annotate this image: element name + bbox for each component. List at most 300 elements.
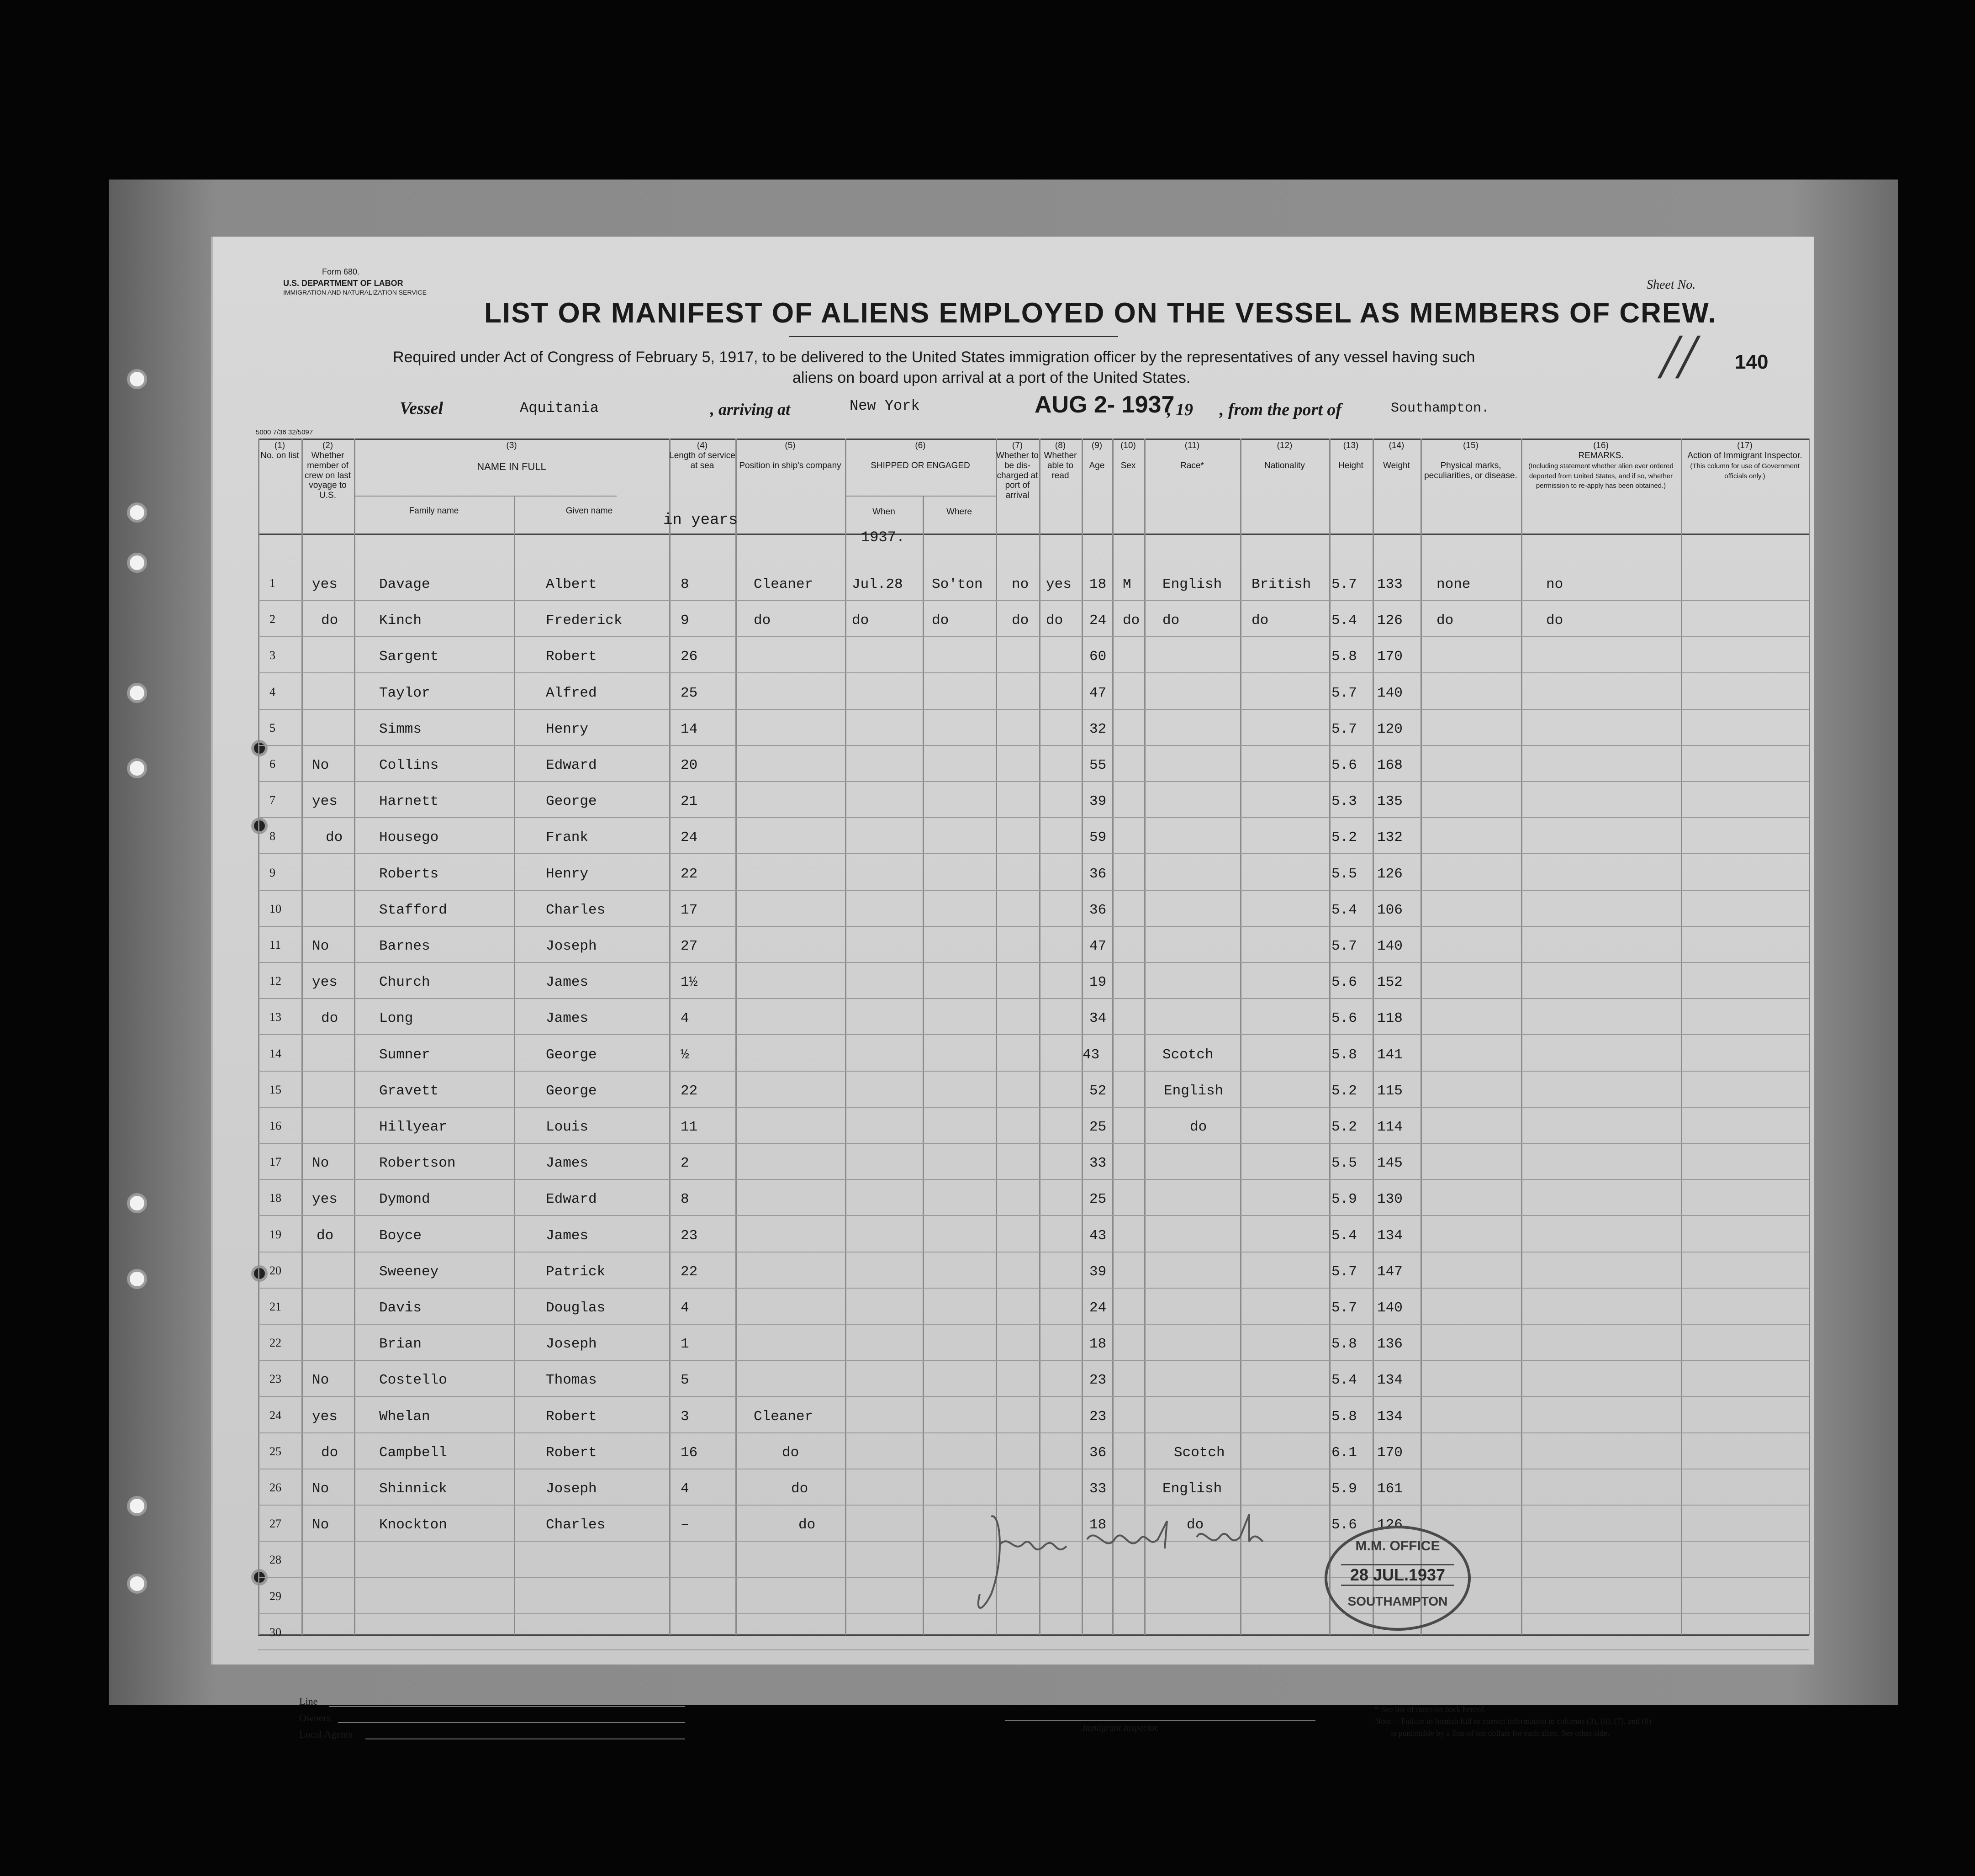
height-value: 5.7 [1331, 1263, 1357, 1280]
family-name-value: Boyce [379, 1227, 422, 1244]
weight-value: 126 [1377, 613, 1403, 629]
family-name-value: Gravett [379, 1083, 439, 1099]
family-name-value: Church [379, 974, 430, 991]
form-subtitle-2: aliens on board upon arrival at a port of the United States. [792, 369, 1191, 386]
given-name-value: Henry [546, 721, 589, 737]
row-number: 4 [269, 685, 275, 698]
punch-mark [251, 818, 268, 834]
print-code: 5000 7/36 32/5097 [256, 428, 313, 436]
form-number: Form 680. [322, 267, 360, 276]
service-length-value: 16 [681, 1444, 698, 1461]
prev-voyage-value: yes [312, 793, 338, 810]
row-rule [258, 1071, 1809, 1072]
row-rule [258, 636, 1809, 637]
weight-value: 170 [1377, 1444, 1403, 1461]
weight-value: 141 [1377, 1046, 1403, 1063]
height-value: 6.1 [1331, 1444, 1357, 1461]
col-14-header: (14) Weight [1383, 441, 1410, 470]
service-length-value: 8 [681, 576, 689, 592]
race-value: English [1162, 1481, 1222, 1497]
row-number: 11 [269, 938, 281, 951]
race-value: Scotch [1174, 1444, 1225, 1461]
height-value: 5.6 [1331, 757, 1357, 773]
family-name-value: Sweeney [379, 1263, 439, 1280]
shipped-subrule [845, 496, 996, 497]
height-value: 5.8 [1331, 1046, 1357, 1063]
hand-mark: // [1660, 321, 1696, 392]
col-rule [1082, 439, 1083, 1635]
footer-line-rule [329, 1706, 685, 1707]
given-name-value: Joseph [546, 1481, 597, 1497]
family-name-value: Long [379, 1010, 413, 1027]
prev-voyage-value: No [312, 1481, 329, 1497]
col-2-header: (2) Whether member of crew on last voyage to U.S. [304, 441, 351, 501]
row-number: 10 [269, 902, 281, 915]
given-name-value: Louis [546, 1119, 589, 1135]
service-length-value: – [681, 1517, 689, 1533]
row-number: 9 [269, 866, 275, 879]
family-name-value: Stafford [379, 902, 447, 918]
family-name-value: Kinch [379, 613, 422, 629]
punch-mark [251, 740, 268, 756]
remarks-value: no [1546, 576, 1563, 592]
col-rule [845, 439, 846, 1635]
row-number: 2 [269, 613, 275, 626]
vessel-label: Vessel [400, 399, 443, 418]
given-name-value: Thomas [546, 1372, 597, 1389]
age-value: 25 [1089, 1191, 1107, 1208]
service-length-value: 11 [681, 1119, 698, 1135]
given-name-value: Robert [546, 649, 597, 665]
able-to-read-value: do [1046, 613, 1063, 629]
family-name-value: Taylor [379, 685, 430, 701]
form-title: LIST OR MANIFEST OF ALIENS EMPLOYED ON THE VESSEL AS MEMBERS OF CREW. [484, 297, 1717, 329]
service-length-value: 8 [681, 1191, 689, 1208]
row-number: 19 [269, 1227, 281, 1241]
row-number: 25 [269, 1444, 281, 1458]
weight-value: 132 [1377, 830, 1403, 846]
sheet-number: 140 [1735, 351, 1769, 373]
given-name-value: Joseph [546, 938, 597, 954]
family-name-value: Whelan [379, 1408, 430, 1425]
weight-value: 136 [1377, 1336, 1403, 1353]
nationality-value: do [1252, 613, 1269, 629]
service-unit-note: in years [663, 512, 738, 529]
service-length-value: 9 [681, 613, 689, 629]
row-rule [258, 890, 1809, 891]
weight-value: 147 [1377, 1263, 1403, 1280]
position-value: do [754, 613, 771, 629]
given-name-value: James [546, 974, 589, 991]
given-name-value: Robert [546, 1408, 597, 1425]
shipped-when-value: Jul.28 [852, 576, 903, 592]
nationality-value: British [1252, 576, 1311, 592]
given-name-value: George [546, 1083, 597, 1099]
row-number: 23 [269, 1372, 281, 1386]
service-length-value: 2 [681, 1155, 689, 1172]
service-length-value: 14 [681, 721, 698, 737]
row-rule [258, 1288, 1809, 1289]
col-15-header: (15) Physical marks, peculiarities, or disease. [1424, 441, 1517, 481]
header-bottom-rule [258, 534, 1809, 535]
position-value: Cleaner [754, 576, 813, 592]
service-length-value: ½ [681, 1046, 689, 1063]
weight-value: 126 [1377, 1517, 1403, 1533]
year-note: 1937. [861, 529, 905, 546]
age-value: 32 [1089, 721, 1107, 737]
row-number: 16 [269, 1119, 281, 1132]
row-number: 8 [269, 830, 275, 843]
age-value: 60 [1089, 649, 1107, 665]
given-name-value: Charles [546, 1517, 606, 1533]
service-length-value: 5 [681, 1372, 689, 1389]
row-number: 26 [269, 1481, 281, 1494]
height-value: 5.4 [1331, 1227, 1357, 1244]
row-number: 29 [269, 1589, 281, 1603]
year-label: , 19 [1167, 400, 1193, 419]
service-length-value: 22 [681, 866, 698, 882]
col-7-header: (7) Whether to be dis-charged at port of arrival [996, 441, 1039, 501]
position-value: do [791, 1481, 808, 1497]
stamp-place: SOUTHAMPTON [1347, 1594, 1448, 1608]
given-name-value: Frederick [546, 613, 623, 629]
height-value: 5.4 [1331, 1372, 1357, 1389]
height-value: 5.4 [1331, 613, 1357, 629]
col-rule [1373, 439, 1374, 1635]
prev-voyage-value: No [312, 1155, 329, 1172]
family-name-value: Roberts [379, 866, 439, 882]
row-number: 24 [269, 1408, 281, 1422]
age-value: 59 [1089, 830, 1107, 846]
row-number: 3 [269, 649, 275, 662]
row-rule [258, 1396, 1809, 1397]
service-length-value: 21 [681, 793, 698, 810]
row-number: 21 [269, 1300, 281, 1313]
row-rule [258, 1324, 1809, 1325]
row-number: 1 [269, 576, 275, 590]
height-value: 5.9 [1331, 1191, 1357, 1208]
height-value: 5.5 [1331, 866, 1357, 882]
footer-inspector-label: Immigrant Inspector. [1083, 1723, 1159, 1733]
given-name-value: James [546, 1227, 589, 1244]
given-name-value: Robert [546, 1444, 597, 1461]
weight-value: 130 [1377, 1191, 1403, 1208]
prev-voyage-value: do [321, 1010, 338, 1027]
binder-hole [127, 1193, 147, 1213]
footer-note: Note.—Failure to furnish full or correct information in columns (3), (6), (7), and (8) [1375, 1717, 1652, 1726]
weight-value: 134 [1377, 1408, 1403, 1425]
col-rule [923, 496, 924, 1635]
weight-value: 140 [1377, 1300, 1403, 1316]
given-name-value: Edward [546, 1191, 597, 1208]
prev-voyage-value: yes [312, 974, 338, 991]
family-name-value: Davis [379, 1300, 422, 1316]
service-length-value: 3 [681, 1408, 689, 1425]
row-rule [258, 1034, 1809, 1035]
family-name-value: Davage [379, 576, 430, 592]
given-name-value: Alfred [546, 685, 597, 701]
weight-value: 115 [1377, 1083, 1403, 1099]
footer-line-label: Line [299, 1696, 318, 1707]
row-rule [258, 745, 1809, 746]
row-rule [258, 1215, 1809, 1216]
height-value: 5.8 [1331, 1336, 1357, 1353]
col-rule [1112, 439, 1114, 1635]
col-17-header: (17) Action of Immigrant Inspector. (This column for use of Government officials only.) [1687, 441, 1802, 480]
height-value: 5.7 [1331, 938, 1357, 954]
row-number: 13 [269, 1010, 281, 1024]
row-rule [258, 1360, 1809, 1361]
inspector-signature-drawing [973, 1503, 1293, 1626]
service-length-value: 4 [681, 1010, 689, 1027]
table-bottom-rule [258, 1634, 1809, 1636]
prev-voyage-value: yes [312, 576, 338, 592]
given-name-value: George [546, 1046, 597, 1063]
col-rule [996, 439, 997, 1635]
arrival-date-stamp: AUG 2- 1937 [1035, 391, 1175, 418]
age-value: 24 [1089, 1300, 1107, 1316]
col-4-header: (4) Length of service at sea [669, 441, 735, 470]
row-number: 30 [269, 1625, 281, 1639]
row-number: 17 [269, 1155, 281, 1169]
age-value: 36 [1089, 902, 1107, 918]
row-rule [258, 1143, 1809, 1144]
family-name-header: Family name [409, 506, 459, 516]
prev-voyage-value: do [317, 1227, 334, 1244]
col-13-header: (13) Height [1338, 441, 1363, 470]
age-value: 47 [1089, 938, 1107, 954]
office-stamp [1325, 1526, 1471, 1631]
height-value: 5.5 [1331, 1155, 1357, 1172]
age-value: 55 [1089, 757, 1107, 773]
given-name-value: Joseph [546, 1336, 597, 1353]
height-value: 5.2 [1331, 830, 1357, 846]
given-name-header: Given name [565, 506, 613, 516]
col-rule [1809, 439, 1810, 1635]
height-value: 5.2 [1331, 1083, 1357, 1099]
height-value: 5.6 [1331, 1010, 1357, 1027]
shipped-where-value: So'ton [932, 576, 983, 592]
weight-value: 145 [1377, 1155, 1403, 1172]
family-name-value: Costello [379, 1372, 447, 1389]
race-value: Scotch [1162, 1046, 1214, 1063]
row-number: 20 [269, 1263, 281, 1277]
table-top-rule [258, 439, 1809, 440]
binder-hole [127, 1269, 147, 1289]
family-name-value: Brian [379, 1336, 422, 1353]
height-value: 5.9 [1331, 1481, 1357, 1497]
service-length-value: 20 [681, 757, 698, 773]
row-rule [258, 1179, 1809, 1180]
race-value: do [1187, 1517, 1204, 1533]
col-rule [1329, 439, 1331, 1635]
family-name-value: Sumner [379, 1046, 430, 1063]
able-to-read-value: yes [1046, 576, 1072, 592]
given-name-value: James [546, 1010, 589, 1027]
binder-hole [127, 683, 147, 703]
height-value: 5.8 [1331, 649, 1357, 665]
col-rule [669, 439, 671, 1635]
weight-value: 133 [1377, 576, 1403, 592]
remarks-value: do [1546, 613, 1563, 629]
stamp-office: M.M. OFFICE [1355, 1538, 1440, 1554]
height-value: 5.2 [1331, 1119, 1357, 1135]
col-rule [1681, 439, 1682, 1635]
position-value: Cleaner [754, 1408, 813, 1425]
service-length-value: 1½ [681, 974, 698, 991]
given-name-value: Patrick [546, 1263, 606, 1280]
row-number: 28 [269, 1553, 281, 1567]
service-length-value: 24 [681, 830, 698, 846]
discharged-value: do [1012, 613, 1029, 629]
col-12-header: (12) Nationality [1264, 441, 1305, 470]
prev-voyage-value: No [312, 1372, 329, 1389]
row-number: 12 [269, 974, 281, 988]
col-rule [301, 439, 303, 1635]
row-rule [258, 926, 1809, 927]
age-value: 43 [1083, 1046, 1100, 1063]
given-name-value: James [546, 1155, 589, 1172]
discharged-value: no [1012, 576, 1029, 592]
row-rule [258, 998, 1809, 999]
given-name-value: Frank [546, 830, 589, 846]
given-name-value: Albert [546, 576, 597, 592]
binder-hole [127, 369, 147, 389]
shipped-when-value: do [852, 613, 869, 629]
shipped-where-value: do [932, 613, 949, 629]
weight-value: 135 [1377, 793, 1403, 810]
col-rule [1421, 439, 1422, 1635]
height-value: 5.7 [1331, 685, 1357, 701]
col-rule [1039, 439, 1040, 1635]
prev-voyage-value: yes [312, 1191, 338, 1208]
height-value: 5.7 [1331, 576, 1357, 592]
row-rule [258, 817, 1809, 818]
race-value: do [1190, 1119, 1207, 1135]
family-name-value: Robertson [379, 1155, 456, 1172]
weight-value: 170 [1377, 649, 1403, 665]
col-9-header: (9) Age [1089, 441, 1105, 470]
footer-owners-label: Owners [299, 1712, 331, 1723]
weight-value: 152 [1377, 974, 1403, 991]
title-rule [789, 336, 1118, 337]
prev-voyage-value: do [321, 1444, 338, 1461]
col-6-header: (6) SHIPPED OR ENGAGED [871, 441, 970, 470]
family-name-value: Harnett [379, 793, 439, 810]
age-value: 23 [1089, 1408, 1107, 1425]
family-name-value: Campbell [379, 1444, 447, 1461]
col-16-header: (16) REMARKS. (Including statement whether alien ever ordered deported from United States, and if so, whether permission to re-apply has been obtained.) [1528, 441, 1674, 490]
weight-value: 134 [1377, 1227, 1403, 1244]
given-name-value: Edward [546, 757, 597, 773]
col-1-header: (1) No. on list [260, 441, 299, 460]
age-value: 34 [1089, 1010, 1107, 1027]
col-rule [258, 439, 259, 1635]
row-number: 7 [269, 793, 275, 807]
vessel-name: Aquitania [520, 400, 599, 417]
service-length-value: 23 [681, 1227, 698, 1244]
row-rule [258, 781, 1809, 782]
height-value: 5.7 [1331, 1300, 1357, 1316]
height-value: 5.6 [1331, 974, 1357, 991]
sheet-label: Sheet No. [1647, 278, 1696, 292]
col-3-header: (3) NAME IN FULL [477, 441, 546, 472]
inspector-rule [1005, 1720, 1315, 1721]
service-length-value: 27 [681, 938, 698, 954]
row-number: 14 [269, 1046, 281, 1060]
row-rule [258, 672, 1809, 673]
col-5-header: (5) Position in ship's company [739, 441, 841, 470]
physical-marks-value: none [1436, 576, 1471, 592]
col-rule [735, 439, 737, 1635]
prev-voyage-value: No [312, 938, 329, 954]
prev-voyage-value: No [312, 1517, 329, 1533]
col-rule [1144, 439, 1146, 1635]
row-rule [258, 709, 1809, 710]
service-length-value: 22 [681, 1083, 698, 1099]
footer-agents-label: Local Agents [299, 1728, 353, 1740]
col-rule [1240, 439, 1241, 1635]
binder-hole [127, 758, 147, 778]
service-name: IMMIGRATION AND NATURALIZATION SERVICE [283, 289, 427, 296]
service-length-value: 4 [681, 1481, 689, 1497]
col-8-header: (8) Whether able to read [1044, 441, 1077, 481]
race-value: English [1162, 576, 1222, 592]
position-value: do [782, 1444, 799, 1461]
age-value: 39 [1089, 1263, 1107, 1280]
age-value: 47 [1089, 685, 1107, 701]
race-value: do [1162, 613, 1180, 629]
age-value: 24 [1089, 613, 1107, 629]
weight-value: 126 [1377, 866, 1403, 882]
age-value: 19 [1089, 974, 1107, 991]
row-number: 15 [269, 1083, 281, 1096]
age-value: 33 [1089, 1155, 1107, 1172]
weight-value: 140 [1377, 938, 1403, 954]
row-rule [258, 853, 1809, 854]
weight-value: 161 [1377, 1481, 1403, 1497]
stamp-date: 28 JUL.1937 [1341, 1564, 1454, 1586]
position-value: do [798, 1517, 816, 1533]
row-rule [258, 962, 1809, 963]
age-value: 23 [1089, 1372, 1107, 1389]
family-name-value: Housego [379, 830, 439, 846]
family-name-value: Sargent [379, 649, 439, 665]
service-length-value: 26 [681, 649, 698, 665]
binder-hole [127, 1574, 147, 1594]
departure-port: Southampton. [1391, 401, 1490, 416]
given-name-value: Douglas [546, 1300, 606, 1316]
given-name-value: George [546, 793, 597, 810]
arriving-label: , arriving at [710, 400, 791, 418]
form-subtitle-1: Required under Act of Congress of February 5, 1917, to be delivered to the United States immigration officer by the representatives of any vessel having such [393, 349, 1475, 366]
age-value: 43 [1089, 1227, 1107, 1244]
col-rule [514, 496, 515, 1635]
prev-voyage-value: No [312, 757, 329, 773]
height-value: 5.6 [1331, 1517, 1357, 1533]
age-value: 25 [1089, 1119, 1107, 1135]
race-value: English [1164, 1083, 1224, 1099]
physical-marks-value: do [1436, 613, 1454, 629]
family-name-value: Knockton [379, 1517, 447, 1533]
age-value: 39 [1089, 793, 1107, 810]
age-value: 33 [1089, 1481, 1107, 1497]
age-value: 18 [1089, 1336, 1107, 1353]
weight-value: 114 [1377, 1119, 1403, 1135]
punch-mark [251, 1265, 268, 1282]
height-value: 5.7 [1331, 721, 1357, 737]
service-length-value: 22 [681, 1263, 698, 1280]
